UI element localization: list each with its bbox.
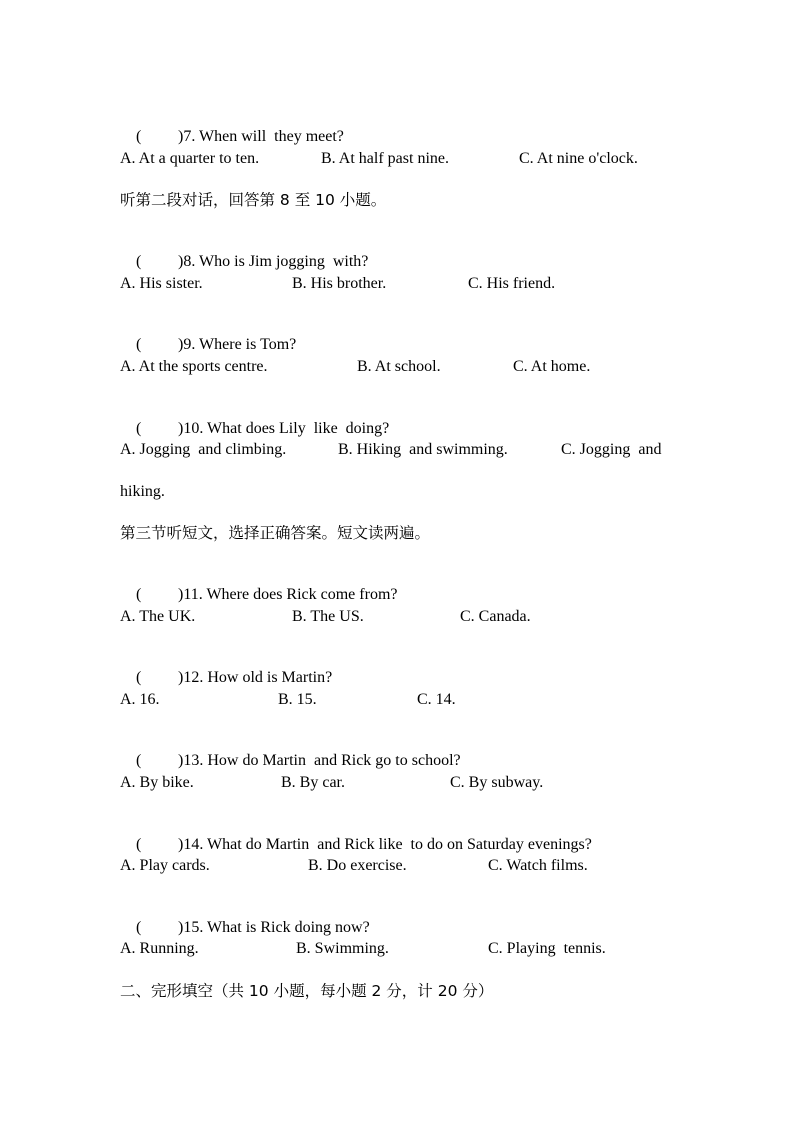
option-a: A. By bike. — [120, 774, 194, 791]
answer-blank: ( — [136, 336, 142, 353]
option-c: C. By subway. — [450, 774, 544, 791]
option-a: A. Jogging and climbing. — [120, 441, 287, 458]
question-number: 11 — [183, 586, 199, 603]
question-stem: How old is Martin? — [207, 669, 333, 686]
option-a: A. At a quarter to ten. — [120, 150, 260, 167]
answer-blank: ( — [136, 420, 142, 437]
option-b: B. At half past nine. — [321, 150, 449, 167]
answer-blank: ( — [136, 752, 142, 769]
option-b: B. His brother. — [292, 275, 387, 292]
question-stem: How do Martin and Rick go to school? — [207, 752, 461, 769]
option-b: B. By car. — [281, 774, 345, 791]
option-a: A. 16. — [120, 691, 160, 708]
answer-blank: ( — [136, 253, 142, 270]
question-stem: What is Rick doing now? — [207, 919, 370, 936]
option-c: C. Jogging and — [561, 441, 662, 458]
question-number: 10 — [183, 420, 200, 437]
question-number: 7 — [183, 128, 192, 145]
option-b: B. Hiking and swimming. — [338, 441, 508, 458]
question-7: ( )7. When will they meet? — [136, 128, 344, 145]
option-c: C. His friend. — [468, 275, 556, 292]
section-instruction: 第三节听短文，选择正确答案。短文读两遍。 — [120, 524, 431, 542]
option-a: A. Running. — [120, 940, 199, 957]
answer-blank: ( — [136, 586, 142, 603]
option-c: C. Canada. — [460, 608, 531, 625]
question-number: 12 — [183, 669, 200, 686]
question-stem: What do Martin and Rick like to do on Saturday evenings? — [207, 836, 592, 853]
question-15: ( )15. What is Rick doing now? — [136, 919, 370, 936]
option-a: A. The UK. — [120, 608, 196, 625]
option-a: A. His sister. — [120, 275, 203, 292]
question-number: 13 — [183, 752, 200, 769]
option-c: C. At home. — [513, 358, 591, 375]
answer-blank: ( — [136, 919, 142, 936]
question-stem: Where does Rick come from? — [206, 586, 398, 603]
option-b: B. 15. — [278, 691, 317, 708]
question-number: 8 — [183, 253, 192, 270]
option-b: B. Do exercise. — [308, 857, 407, 874]
question-9: ( )9. Where is Tom? — [136, 336, 297, 353]
option-a: A. Play cards. — [120, 857, 210, 874]
question-stem: When will they meet? — [199, 128, 344, 145]
option-b: B. Swimming. — [296, 940, 389, 957]
question-8: ( )8. Who is Jim jogging with? — [136, 253, 369, 270]
question-14: ( )14. What do Martin and Rick like to do on Saturday evenings? — [136, 836, 592, 853]
answer-blank: ( — [136, 836, 142, 853]
option-c: C. 14. — [417, 691, 456, 708]
question-number: 9 — [183, 336, 192, 353]
question-number: 15 — [183, 919, 200, 936]
answer-blank: ( — [136, 669, 142, 686]
question-stem: Who is Jim jogging with? — [199, 253, 369, 270]
question-11: ( )11. Where does Rick come from? — [136, 586, 398, 603]
option-c-continued: hiking. — [120, 483, 165, 500]
question-10: ( )10. What does Lily like doing? — [136, 420, 390, 437]
option-b: B. The US. — [292, 608, 364, 625]
option-c: C. Watch films. — [488, 857, 588, 874]
question-number: 14 — [183, 836, 200, 853]
section-instruction: 听第二段对话，回答第 8 至 10 小题。 — [120, 191, 387, 209]
question-stem: What does Lily like doing? — [207, 420, 390, 437]
question-12: ( )12. How old is Martin? — [136, 669, 333, 686]
option-c: C. At nine o'clock. — [519, 150, 638, 167]
option-a: A. At the sports centre. — [120, 358, 268, 375]
answer-blank: ( — [136, 128, 142, 145]
question-13: ( )13. How do Martin and Rick go to school? — [136, 752, 461, 769]
option-b: B. At school. — [357, 358, 441, 375]
option-c: C. Playing tennis. — [488, 940, 606, 957]
part-heading: 二、完形填空（共 10 小题，每小题 2 分，计 20 分） — [120, 982, 494, 1000]
question-stem: Where is Tom? — [199, 336, 297, 353]
